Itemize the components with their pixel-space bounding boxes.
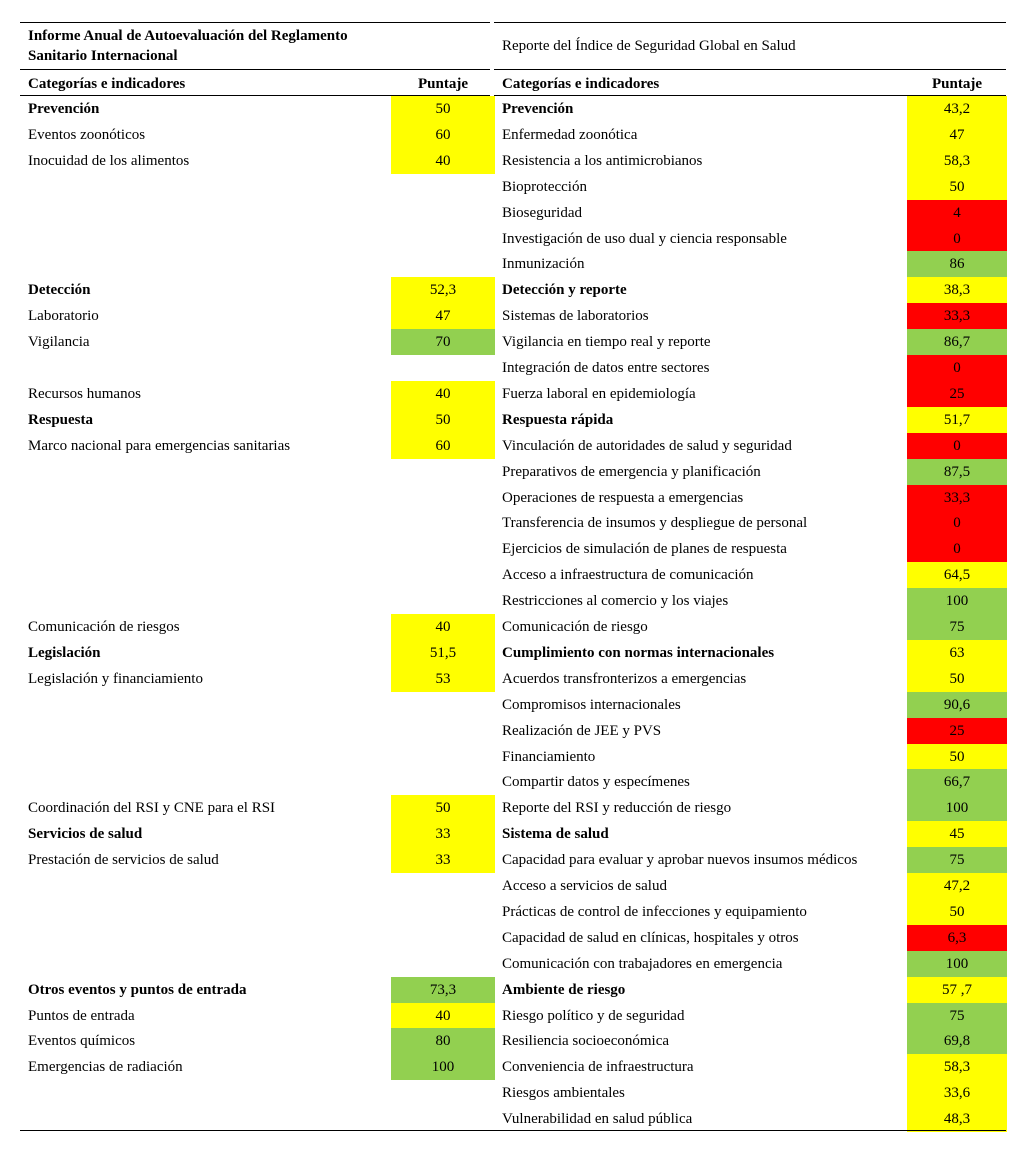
score-cell: 90,6 [907, 692, 1007, 718]
score-cell: 53 [391, 666, 495, 692]
right-top-rule [494, 22, 1006, 23]
score-cell [391, 459, 495, 485]
score-cell: 0 [907, 433, 1007, 459]
indicator-label: Puntos de entrada [28, 1008, 135, 1024]
right-header-score: Puntaje [932, 76, 982, 92]
indicator-label: Compromisos internacionales [502, 697, 681, 713]
score-cell: 75 [907, 614, 1007, 640]
indicator-label: Eventos químicos [28, 1033, 136, 1049]
indicator-label: Riesgos ambientales [502, 1085, 625, 1101]
indicator-label: Conveniencia de infraestructura [502, 1059, 694, 1075]
score-cell: 47,2 [907, 873, 1007, 899]
indicator-label [20, 355, 28, 381]
score-cell: 33 [391, 847, 495, 873]
score-cell [391, 1106, 495, 1132]
score-cell [391, 925, 495, 951]
indicator-label: Recursos humanos [28, 386, 141, 402]
score-cell: 0 [907, 355, 1007, 381]
indicator-label [20, 200, 28, 226]
score-cell: 70 [391, 329, 495, 355]
score-cell: 33,3 [907, 485, 1007, 511]
score-cell: 50 [391, 96, 495, 122]
indicator-label [20, 536, 28, 562]
category-label: Servicios de salud [28, 826, 143, 842]
score-cell: 60 [391, 433, 495, 459]
category-label: Respuesta rápida [502, 412, 614, 428]
score-cell: 58,3 [907, 148, 1007, 174]
score-cell [391, 485, 495, 511]
score-cell [391, 562, 495, 588]
category-label: Detección [28, 282, 91, 298]
score-cell: 52,3 [391, 277, 495, 303]
indicator-label: Operaciones de respuesta a emergencias [502, 490, 744, 506]
indicator-label: Sistemas de laboratorios [502, 308, 649, 324]
score-cell [391, 174, 495, 200]
score-cell: 33,6 [907, 1080, 1007, 1106]
score-cell: 45 [907, 821, 1007, 847]
score-cell: 66,7 [907, 769, 1007, 795]
score-cell: 50 [391, 795, 495, 821]
score-cell [391, 355, 495, 381]
indicator-label [20, 562, 28, 588]
indicator-label [20, 1106, 28, 1132]
category-label: Sistema de salud [502, 826, 609, 842]
category-label: Prevención [28, 101, 100, 117]
score-cell [391, 744, 495, 770]
score-cell: 86,7 [907, 329, 1007, 355]
indicator-label: Prestación de servicios de salud [28, 852, 219, 868]
score-cell: 6,3 [907, 925, 1007, 951]
indicator-label [20, 925, 28, 951]
indicator-label: Emergencias de radiación [28, 1059, 183, 1075]
score-cell: 40 [391, 381, 495, 407]
right-table-title: Reporte del Índice de Seguridad Global en Salud [502, 38, 796, 54]
score-cell: 64,5 [907, 562, 1007, 588]
score-cell [391, 226, 495, 252]
indicator-label: Acuerdos transfronterizos a emergencias [502, 671, 747, 687]
left-header-score: Puntaje [418, 76, 468, 92]
score-cell: 40 [391, 1003, 495, 1029]
indicator-label: Ejercicios de simulación de planes de respuesta [502, 541, 787, 557]
score-cell: 100 [907, 795, 1007, 821]
score-cell: 87,5 [907, 459, 1007, 485]
score-cell: 58,3 [907, 1054, 1007, 1080]
indicator-label: Capacidad para evaluar y aprobar nuevos insumos médicos [502, 852, 858, 868]
score-cell: 100 [391, 1054, 495, 1080]
left-top-rule [20, 22, 490, 23]
indicator-label [20, 951, 28, 977]
indicator-label [20, 1080, 28, 1106]
right-title-rule [494, 69, 1006, 70]
indicator-label: Vigilancia en tiempo real y reporte [502, 334, 711, 350]
indicator-label: Financiamiento [502, 749, 596, 765]
category-label: Cumplimiento con normas internacionales [502, 645, 775, 661]
indicator-label: Enfermedad zoonótica [502, 127, 638, 143]
indicator-label [20, 899, 28, 925]
indicator-label: Laboratorio [28, 308, 99, 324]
indicator-label: Realización de JEE y PVS [502, 723, 662, 739]
score-cell: 75 [907, 1003, 1007, 1029]
score-cell: 50 [907, 899, 1007, 925]
indicator-label: Vinculación de autoridades de salud y seguridad [502, 438, 792, 454]
indicator-label: Prácticas de control de infecciones y equipamiento [502, 904, 807, 920]
score-cell: 33 [391, 821, 495, 847]
score-cell: 57 ,7 [907, 977, 1007, 1003]
indicator-label: Bioseguridad [502, 205, 582, 221]
score-cell [391, 251, 495, 277]
score-cell: 60 [391, 122, 495, 148]
score-cell: 86 [907, 251, 1007, 277]
indicator-label: Preparativos de emergencia y planificación [502, 464, 761, 480]
score-cell: 47 [391, 303, 495, 329]
indicator-label: Riesgo político y de seguridad [502, 1008, 685, 1024]
indicator-label: Legislación y financiamiento [28, 671, 203, 687]
score-cell: 75 [907, 847, 1007, 873]
left-header-category: Categorías e indicadores [28, 76, 186, 92]
score-cell: 47 [907, 122, 1007, 148]
category-label: Respuesta [28, 412, 94, 428]
score-cell [391, 899, 495, 925]
indicator-label [20, 251, 28, 277]
indicator-label: Comunicación de riesgo [502, 619, 648, 635]
indicator-label: Bioprotección [502, 179, 587, 195]
indicator-label: Inmunización [502, 256, 585, 272]
indicator-label: Vulnerabilidad en salud pública [502, 1111, 693, 1127]
score-cell [391, 718, 495, 744]
left-table-title: Informe Anual de Autoevaluación del Reglamento Sanitario Internacional [28, 28, 348, 64]
score-cell: 50 [907, 666, 1007, 692]
indicator-label [20, 873, 28, 899]
score-cell: 40 [391, 148, 495, 174]
score-cell: 50 [391, 407, 495, 433]
score-cell [391, 510, 495, 536]
indicator-label: Fuerza laboral en epidemiología [502, 386, 696, 402]
indicator-label: Eventos zoonóticos [28, 127, 146, 143]
score-cell [391, 951, 495, 977]
indicator-label [20, 459, 28, 485]
right-header-category: Categorías e indicadores [502, 76, 660, 92]
score-cell [391, 200, 495, 226]
score-cell [391, 536, 495, 562]
indicator-label [20, 226, 28, 252]
left-title-rule [20, 69, 490, 70]
score-cell: 4 [907, 200, 1007, 226]
indicator-label: Inocuidad de los alimentos [28, 153, 190, 169]
score-cell: 51,5 [391, 640, 495, 666]
indicator-label: Acceso a infraestructura de comunicación [502, 567, 754, 583]
indicator-label: Comunicación de riesgos [28, 619, 180, 635]
indicator-label: Compartir datos y especímenes [502, 774, 690, 790]
category-label: Detección y reporte [502, 282, 627, 298]
category-label: Legislación [28, 645, 101, 661]
score-cell: 100 [907, 951, 1007, 977]
score-cell: 80 [391, 1028, 495, 1054]
bottom-rule [20, 1130, 1006, 1131]
indicator-label [20, 718, 28, 744]
indicator-label: Capacidad de salud en clínicas, hospitales y otros [502, 930, 799, 946]
score-cell [391, 873, 495, 899]
score-cell: 51,7 [907, 407, 1007, 433]
score-cell: 100 [907, 588, 1007, 614]
indicator-label [20, 588, 28, 614]
score-cell: 69,8 [907, 1028, 1007, 1054]
indicator-label: Investigación de uso dual y ciencia responsable [502, 231, 787, 247]
score-cell [391, 588, 495, 614]
score-cell: 33,3 [907, 303, 1007, 329]
category-label: Prevención [502, 101, 574, 117]
score-cell: 50 [907, 174, 1007, 200]
indicator-label: Reporte del RSI y reducción de riesgo [502, 800, 732, 816]
score-cell: 73,3 [391, 977, 495, 1003]
indicator-label [20, 692, 28, 718]
indicator-label: Comunicación con trabajadores en emergencia [502, 956, 783, 972]
indicator-label: Coordinación del RSI y CNE para el RSI [28, 800, 276, 816]
indicator-label: Resistencia a los antimicrobianos [502, 153, 703, 169]
indicator-label: Integración de datos entre sectores [502, 360, 710, 376]
score-cell: 38,3 [907, 277, 1007, 303]
score-cell: 25 [907, 718, 1007, 744]
category-label: Otros eventos y puntos de entrada [28, 982, 247, 998]
category-label: Ambiente de riesgo [502, 982, 626, 998]
score-cell [391, 1080, 495, 1106]
indicator-label: Marco nacional para emergencias sanitarias [28, 438, 291, 454]
score-cell: 25 [907, 381, 1007, 407]
indicator-label [20, 769, 28, 795]
score-cell: 63 [907, 640, 1007, 666]
score-cell: 0 [907, 226, 1007, 252]
score-cell: 50 [907, 744, 1007, 770]
indicator-label [20, 174, 28, 200]
score-cell: 0 [907, 510, 1007, 536]
indicator-label [20, 485, 28, 511]
score-cell: 43,2 [907, 96, 1007, 122]
indicator-label: Resiliencia socioeconómica [502, 1033, 670, 1049]
indicator-label: Transferencia de insumos y despliegue de personal [502, 515, 808, 531]
score-cell: 48,3 [907, 1106, 1007, 1132]
indicator-label: Acceso a servicios de salud [502, 878, 667, 894]
score-cell [391, 769, 495, 795]
indicator-label: Vigilancia [28, 334, 90, 350]
indicator-label: Restricciones al comercio y los viajes [502, 593, 729, 609]
indicator-label [20, 510, 28, 536]
score-cell [391, 692, 495, 718]
score-cell: 0 [907, 536, 1007, 562]
score-cell: 40 [391, 614, 495, 640]
indicator-label [20, 744, 28, 770]
